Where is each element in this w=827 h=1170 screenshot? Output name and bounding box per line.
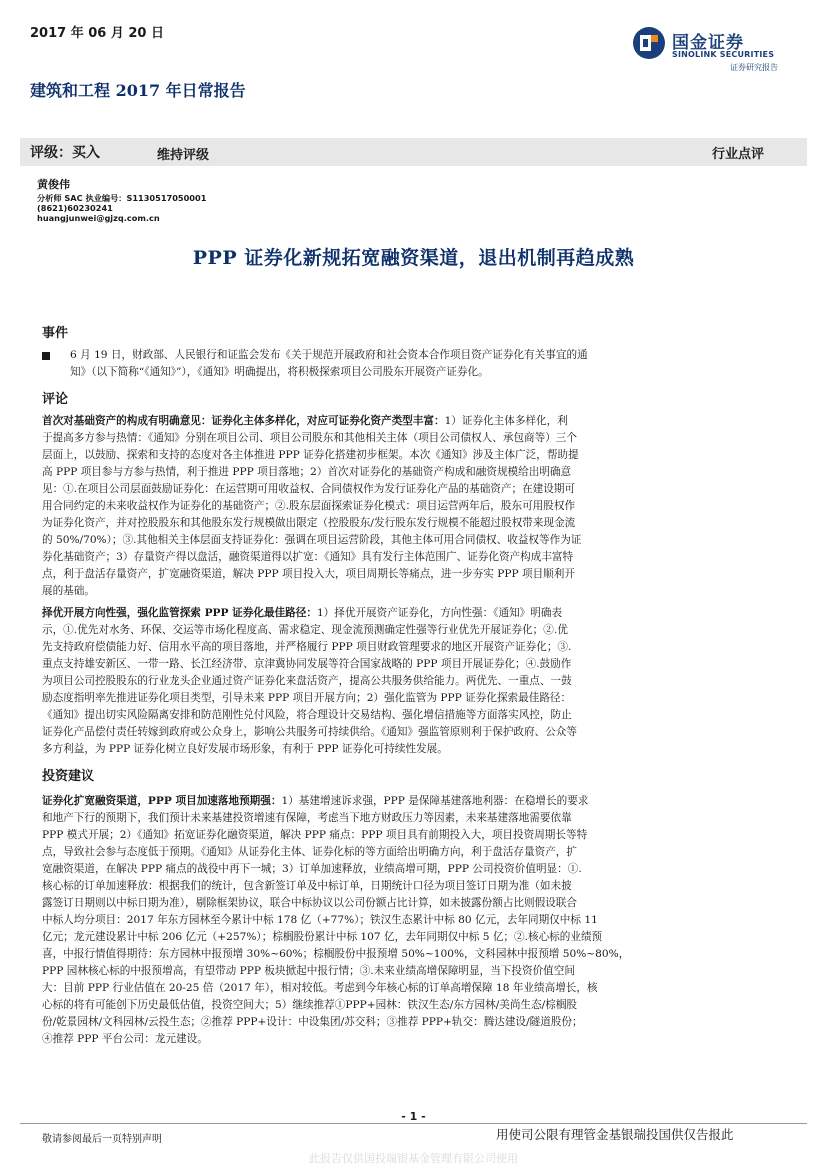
- text-line: 喜，中报行情值得期待：东方园林中报预增 30%~60%；棕榈股份中报预增 50%~100%，文科园林中报预增 50%~80%，: [42, 948, 630, 960]
- text-line: 亿元；龙元建设累计中标 206 亿元（+257%）；棕榈股份累计中标 107 亿，去年同期仅中标 5 亿；②.核心标的业绩预: [42, 931, 603, 943]
- analyst-email: huangjunwei@gjzq.com.cn: [37, 213, 160, 223]
- text-line: 中标人均分项目：2017 年东方园林至今累计中标 178 亿（+77%）；铁汉生态累计中标 80 亿元，去年同期仅中标 11: [42, 914, 598, 926]
- text-line: 见：①.在项目公司层面鼓励证券化：在运营期可用收益权、合同债权作为发行证券化产品的基础资产；在建设期可: [42, 483, 576, 495]
- text-line: 点，导致社会参与态度低于预期。《通知》从证券化主体、证券化标的等方面给出明确方向，利于盘活存量资产，扩: [42, 846, 577, 858]
- text-line: 层面上，以鼓励、探索和支持的态度对各主体推进 PPP 证券化搭建初步框架。本次《通知》涉及主体广泛，帮助提: [42, 449, 579, 461]
- event-paragraph: [70, 347, 784, 381]
- comment-paragraph-2: [42, 605, 784, 758]
- text-line: 核心标的订单加速释放：根据我们的统计，包含新签订单及中标订单，日期统计口径为项目签订日期为准（如未披: [42, 880, 572, 892]
- text-line: 为项目公司控股股东的行业龙头企业通过资产证券化来盘活资产，提高公共服务供给能力。两优先、一重点、一鼓: [42, 675, 572, 687]
- analyst-phone: (8621)60230241: [37, 203, 113, 213]
- text-line: 点，利于盘活存量资产，扩宽融资渠道，解决 PPP 项目投入大，项目周期长等痛点，进一步夯实 PPP 项目顺利开: [42, 568, 575, 580]
- text-line: 于提高多方参与热情：《通知》分别在项目公司、项目公司股东和其他相关主体（项目公司债权人、承包商等）三个: [42, 432, 577, 444]
- text-line: 为证券化资产，并对控股股东和其他股东发行规模做出限定（控股股东/发行股东发行规模不能超过股权带来现金流: [42, 517, 576, 529]
- analyst-sac: 分析师 SAC 执业编号：S1130517050001: [37, 193, 207, 203]
- text-line: 1）证券化主体多样化，利: [444, 415, 568, 427]
- text-line: 《通知》提出切实风险隔离安排和防范刚性兑付风险，将合理设计交易结构、强化增信措施等方面落实风控，防止: [42, 709, 572, 721]
- text-line: 重点支持雄安新区、一带一路、长江经济带、京津冀协同发展等符合国家战略的 PPP 项目开展证券化；④.鼓励作: [42, 658, 572, 670]
- report-date: 2017 年 06 月 20 日: [30, 26, 164, 41]
- analyst-name: 黄俊伟: [37, 178, 70, 191]
- text-line: 展的基础。: [42, 585, 95, 597]
- text-line: 份/乾景园林/文科园林/云投生态；②推荐 PPP+设计：中设集团/苏交科；③推荐 PPP+轨交：腾达建设/隧道股份；: [42, 1016, 583, 1028]
- report-series-title: 建筑和工程 2017 年日常报告: [30, 81, 246, 100]
- event-line: 知》（以下简称“《通知》”），《通知》明确提出，将积极探索项目公司股东开展资产证券化。: [70, 366, 489, 378]
- text-line: 励态度指明率先推进证券化项目类型，引导未来 PPP 项目开展方向；2）强化监管为 PPP 证券化探索最佳路径：: [42, 692, 572, 704]
- text-line: 大：目前 PPP 行业估值在 20-25 倍（2017 年），相对较低。考虑到今年核心标的订单高增保障 18 年业绩高增长，核: [42, 982, 598, 994]
- text-line: 露签订日期则以中标日期为准），剔除框架协议，联合中标协议以公司份额占比计算，如未披露份额占比则假设联合: [42, 897, 577, 909]
- text-line: 多方利益，为 PPP 证券化树立良好发展市场形象，有利于 PPP 证券化可持续性发展。: [42, 743, 448, 755]
- text-line: 券化基础资产；3）存量资产得以盘活，融资渠道得以扩宽：《通知》具有发行主体范围广、证券化资产构成丰富特: [42, 551, 574, 563]
- rating-band: [20, 138, 807, 166]
- section-comment-heading: 评论: [42, 392, 69, 407]
- section-advice-heading: 投资建议: [42, 769, 95, 784]
- text-line: 先支持政府偿债能力好、信用水平高的项目落地，并严格履行 PPP 项目财政管理要求的地区开展资产证券化；③.: [42, 641, 572, 653]
- comment-paragraph-1: [42, 413, 784, 600]
- page-number: - 1 -: [401, 1110, 426, 1123]
- footer-disclaimer: 敬请参阅最后一页特别声明: [42, 1134, 162, 1145]
- text-line: 用合同约定的未来收益权作为证券化的基础资产；②.股东层面探索证券化模式：项目运营两年后，股东可用股权作: [42, 500, 576, 512]
- advice-para-lead: 证券化扩宽融资渠道，PPP 项目加速落地预期强：: [42, 795, 282, 807]
- text-line: 心标的将有可能创下历史最低估值，投资空间大；5）继续推荐①PPP+园林：铁汉生态/东方园林/美尚生态/棕榈股: [42, 999, 578, 1011]
- text-line: 的 50%/70%）；③.其他相关主体层面支持证券化：强调在项目运营阶段，其他主体可用合同债权、收益权等作为证: [42, 534, 582, 546]
- text-line: 和地产下行的预期下，我们预计未来基建投资增速有保障，考虑当下地方财政压力等因素，未来基建落地需要依靠: [42, 812, 572, 824]
- advice-paragraph: [42, 793, 784, 1048]
- section-event-heading: 事件: [42, 326, 69, 341]
- text-line: ④推荐 PPP 平台公司：龙元建设。: [42, 1033, 208, 1045]
- event-line: 6 月 19 日，财政部、人民银行和证监会发布《关于规范开展政府和社会资本合作项目资产证券化有关事宜的通: [70, 349, 588, 361]
- text-line: PPP 模式开展；2）《通知》拓宽证券化融资渠道，解决 PPP 痛点：PPP 项目具有前期投入大，项目投资周期长等特: [42, 829, 588, 841]
- logo-cn-text: 国金证券: [672, 33, 744, 53]
- bullet-icon: [42, 352, 50, 360]
- rating-label: 评级：买入: [30, 145, 100, 161]
- rating-action: 维持评级: [157, 148, 210, 163]
- sinolink-logo-icon: [632, 26, 666, 60]
- text-line: 1）择优开展资产证券化，方向性强：《通知》明确表: [316, 607, 563, 619]
- text-line: PPP 园林核心标的中报预增高，有望带动 PPP 板块掀起中报行情；③.未来业绩高增保障明显，当下投资价值空间: [42, 965, 575, 977]
- text-line: 高 PPP 项目参与方参与热情，利于推进 PPP 项目落地；2）首次对证券化的基础资产构成和融资规模给出明确意: [42, 466, 572, 478]
- comment-para2-lead: 择优开展方向性强，强化监管探索 PPP 证券化最佳路径：: [42, 607, 317, 619]
- logo-en-text: SINOLINK SECURITIES: [672, 50, 775, 59]
- text-line: 1）基建增速诉求强，PPP 是保障基建落地利器：在稳增长的要求: [281, 795, 589, 807]
- text-line: 示，①.优先对水务、环保、交运等市场化程度高、需求稳定、现金流预测确定性强等行业优先开展证券化；②.优: [42, 624, 568, 636]
- footer-usage-note: 用使司公限有理管金基银瑞投国供仅告报此: [496, 1127, 734, 1142]
- text-line: 证券化产品偿付责任转嫁到政府或公众身上，影响公共服务可持续供给。《通知》强监管原则利于保护政府、公众等: [42, 726, 577, 738]
- logo-subtitle: 证券研究报告: [730, 63, 778, 72]
- doc-type: 行业点评: [712, 147, 765, 162]
- comment-para1-lead: 首次对基础资产的构成有明确意见：证券化主体多样化，对应可证券化资产类型丰富：: [42, 415, 445, 427]
- footer-watermark: 此报告仅供国投瑞银基金管理有限公司使用: [309, 1152, 518, 1165]
- footer-divider: [20, 1123, 807, 1124]
- headline: PPP 证券化新规拓宽融资渠道，退出机制再趋成熟: [192, 247, 635, 269]
- text-line: 宽融资渠道，在解决 PPP 痛点的战役中再下一城；3）订单加速释放，业绩高增可期，PPP 公司投资价值明显：①.: [42, 863, 582, 875]
